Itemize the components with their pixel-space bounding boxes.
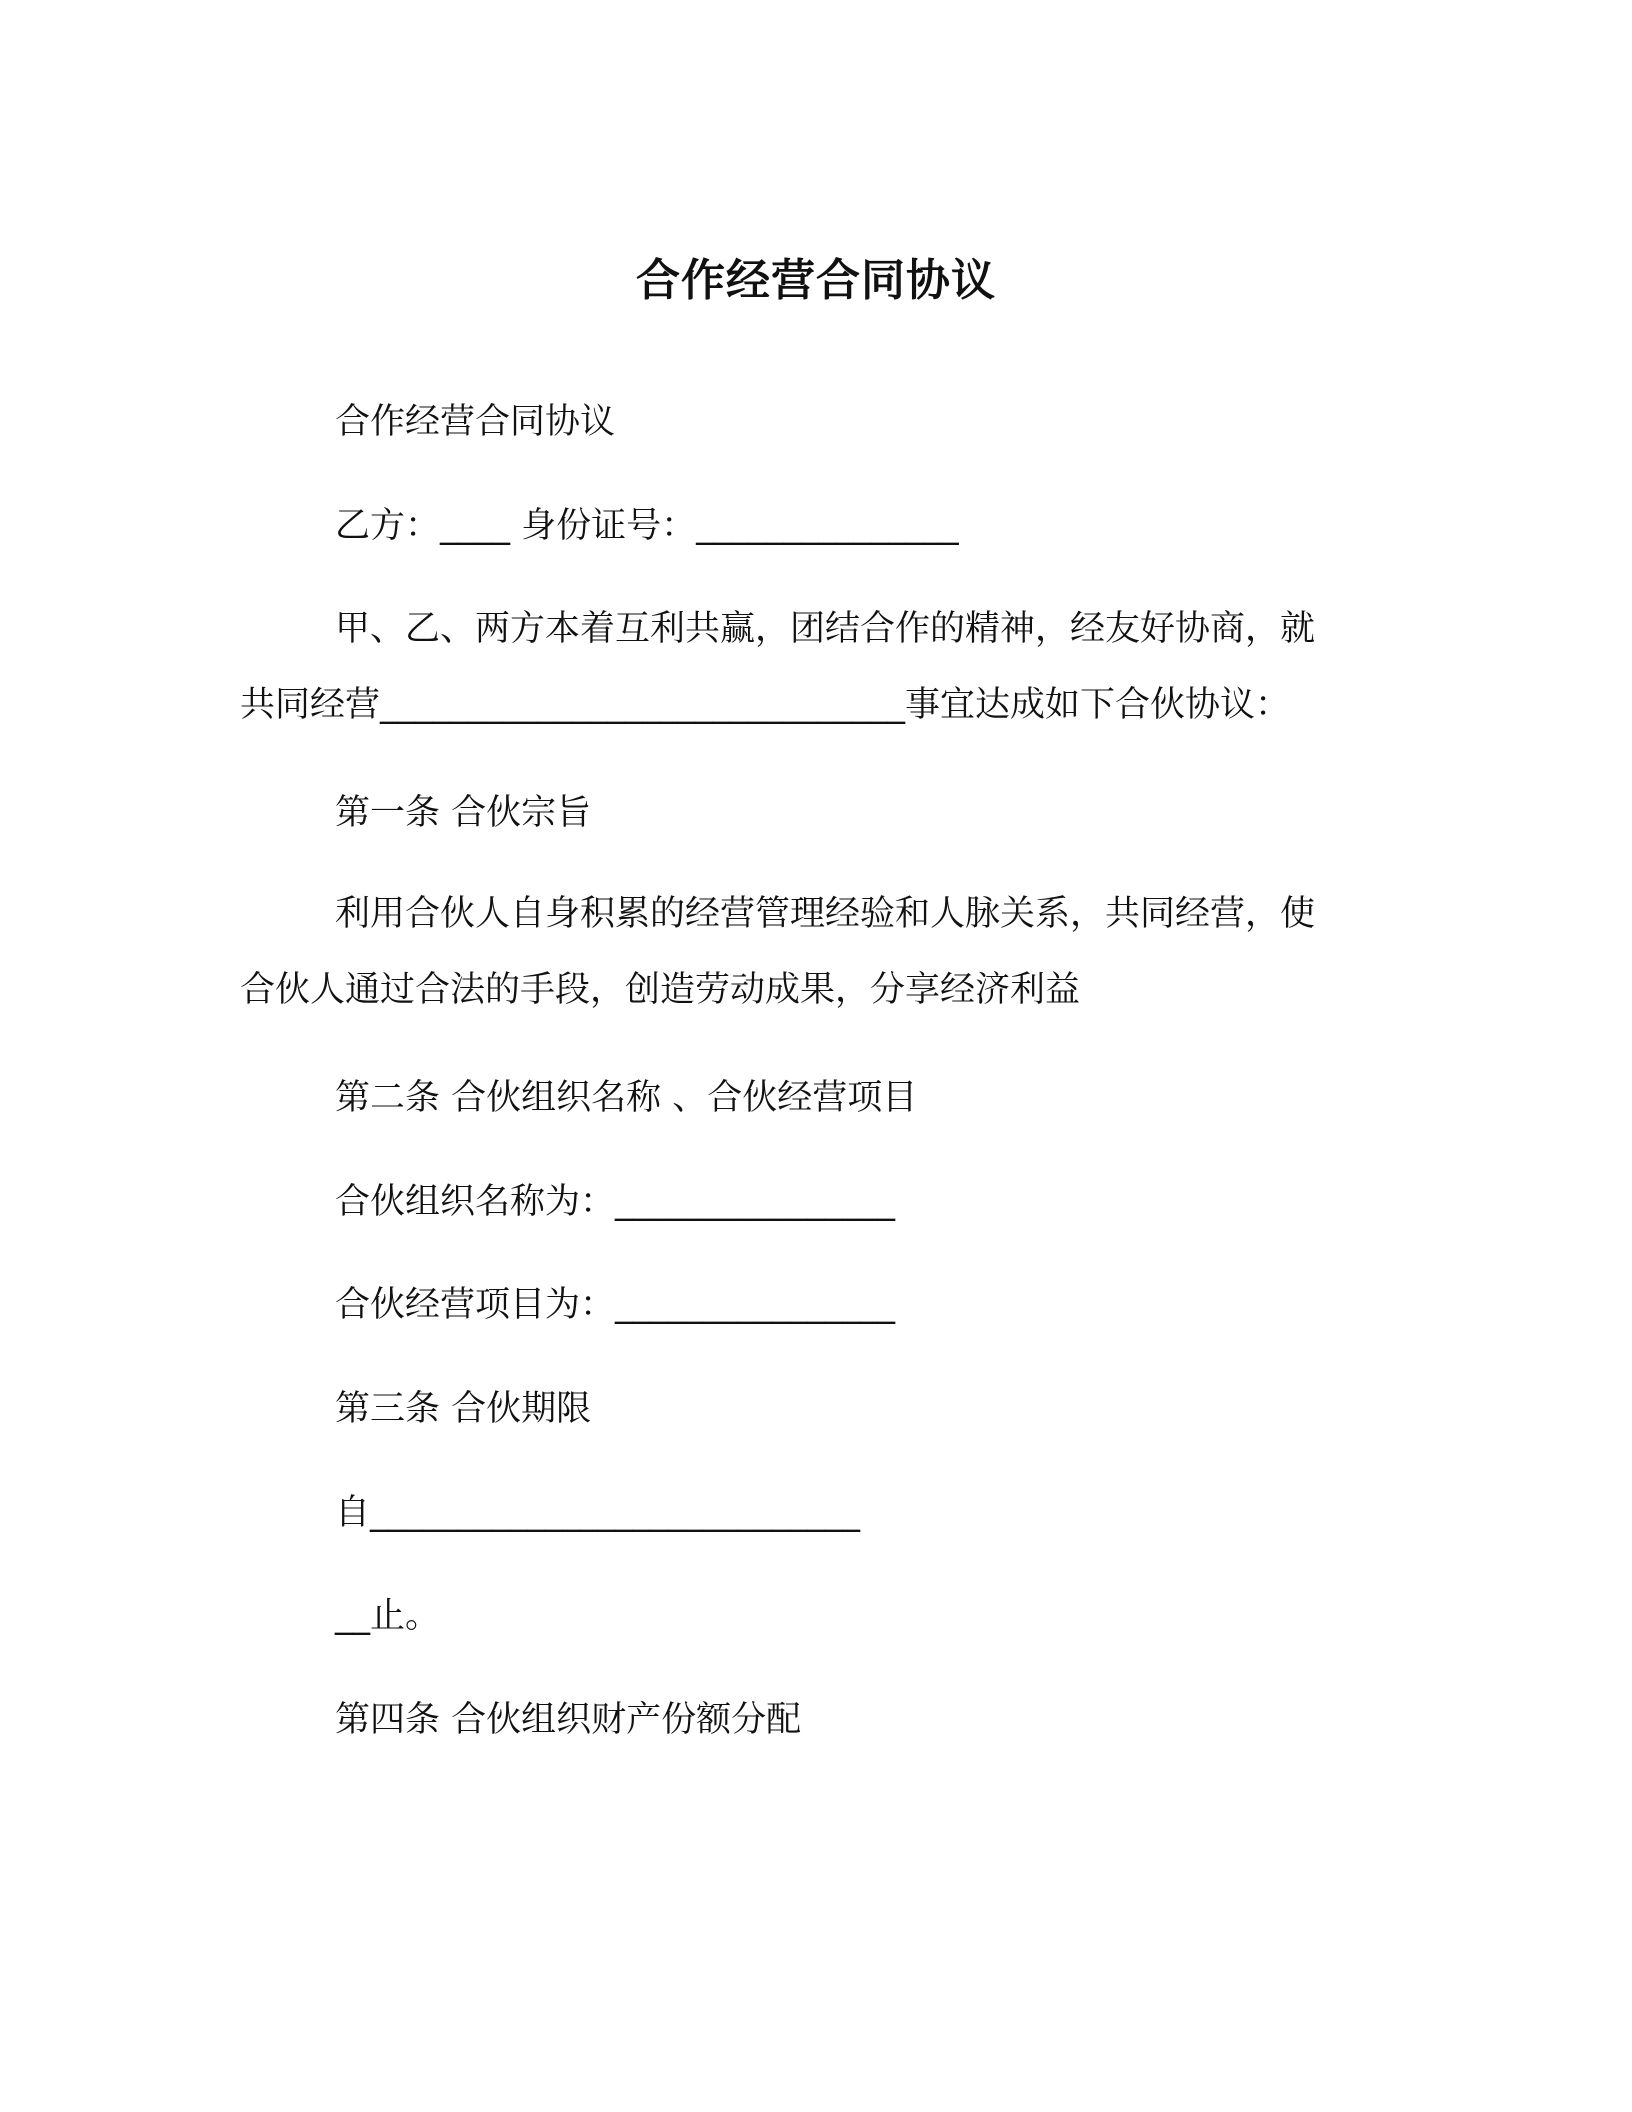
article-1-text-line-1: 利用合伙人自身积累的经营管理经验和人脉关系，共同经营，使 — [335, 894, 1316, 934]
document-title: 合作经营合同协议 — [636, 255, 996, 307]
article-4-heading: 第四条 合伙组织财产份额分配 — [335, 1700, 802, 1740]
business-project-line: 合伙经营项目为：________________ — [335, 1285, 896, 1325]
intro-paragraph-line-1: 甲、乙、两方本着互利共赢，团结合作的精神，经友好协商，就 — [335, 609, 1316, 649]
article-3-heading: 第三条 合伙期限 — [335, 1389, 592, 1429]
party-b-id-line: 乙方：____ 身份证号：_______________ — [335, 506, 959, 546]
organization-name-line: 合伙组织名称为：________________ — [335, 1182, 896, 1222]
intro-paragraph-line-2: 共同经营______________________________事宜达成如下合伙协议： — [240, 685, 1291, 725]
article-1-text-line-2: 合伙人通过合法的手段，创造劳动成果，分享经济利益 — [240, 970, 1081, 1010]
article-1-heading: 第一条 合伙宗旨 — [335, 793, 592, 833]
paragraph-heading-repeat: 合作经营合同协议 — [335, 402, 616, 442]
term-start-line: 自____________________________ — [335, 1493, 861, 1533]
article-2-heading: 第二条 合伙组织名称 、合伙经营项目 — [335, 1078, 918, 1118]
term-end-line: __止。 — [335, 1596, 441, 1636]
